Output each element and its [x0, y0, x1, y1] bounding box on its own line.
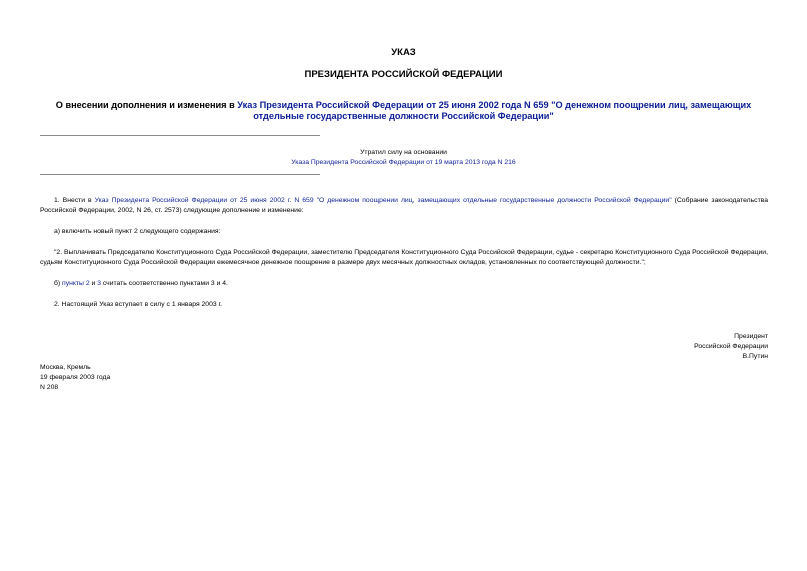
- subparagraph-b-suffix: считать соответственно пунктами 3 и 4.: [100, 280, 228, 287]
- subparagraph-b-prefix: б): [54, 280, 63, 287]
- expired-basis-link[interactable]: Указа Президента Российской Федерации от 19 марта 2013 года N 216: [291, 159, 516, 166]
- place-date-block: [40, 363, 110, 393]
- document-type-title: УКАЗ: [391, 47, 416, 58]
- signing-date: 19 февраля 2003 года: [40, 374, 111, 381]
- paragraph-1: [40, 196, 768, 216]
- paragraph-1-prefix: 1. Внести в: [54, 197, 95, 204]
- signature-name: В.Путин: [742, 353, 768, 360]
- divider-top: [40, 135, 320, 136]
- signature-position: Президент: [734, 333, 768, 340]
- heading-prefix: О внесении дополнения и изменения в: [55, 100, 238, 110]
- subparagraph-a: а) включить новый пункт 2 следующего содержания:: [54, 228, 221, 235]
- subparagraph-b-mid: и: [89, 280, 98, 287]
- paragraph-1-decree-link[interactable]: Указ Президента Российской Федерации от 25 июня 2002 г. N 659 "О денежном поощрении лиц, замещающих отдельные государственные должности Российской Федерации": [94, 197, 672, 204]
- clause-3-link[interactable]: 3: [97, 280, 101, 287]
- issuer-title: ПРЕЗИДЕНТА РОССИЙСКОЙ ФЕДЕРАЦИИ: [304, 69, 503, 80]
- divider-bottom: [40, 174, 320, 175]
- quoted-new-clause: "2. Выплачивать Председателю Конституционного Суда Российской Федерации, заместителю Председателя Конституционного Суда Российской Федерации, судье - секретарю Конституционного Суда Российской Федерации, судьям Конституционного Суда Российской Федерации ежемесячное денежное поощрение в размере двух месячных должностных окладов, установленных по соответствующей должности.";: [40, 249, 768, 266]
- clause-2-link[interactable]: пункты 2: [62, 280, 90, 287]
- heading-decree-link[interactable]: Указ Президента Российской Федерации от 25 июня 2002 года N 659 "О денежном поощрении лиц, замещающих отдельные государственные должности Российской Федерации": [237, 100, 752, 121]
- subparagraph-b: [40, 279, 768, 289]
- paragraph-1-suffix: (Собрание законодательства Российской Федерации, 2002, N 26, ст. 2573) следующие дополнение и изменение:: [40, 197, 768, 214]
- signature-position-2: Российской Федерации: [694, 343, 768, 350]
- document-number: N 208: [40, 384, 59, 391]
- signature-block: [694, 332, 768, 362]
- document-heading: [40, 100, 767, 122]
- signing-place: Москва, Кремль: [40, 364, 91, 371]
- paragraph-2: 2. Настоящий Указ вступает в силу с 1 января 2003 г.: [54, 301, 223, 308]
- expired-note-text: Утратил силу на основании: [360, 149, 447, 156]
- expired-note: [40, 148, 767, 168]
